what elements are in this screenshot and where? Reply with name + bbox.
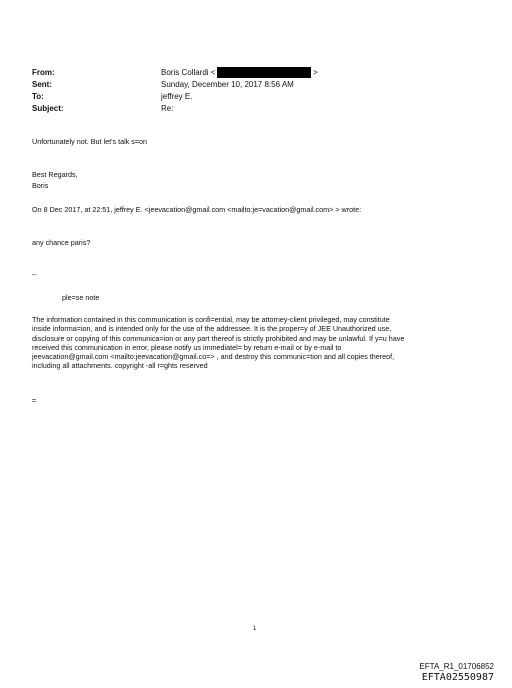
from-suffix: > — [313, 68, 318, 77]
page-number: 1 — [253, 626, 257, 632]
trailing-mark: = — [32, 396, 37, 405]
quoted-question: any chance paris? — [32, 238, 91, 247]
subject-value: Re: — [161, 104, 174, 113]
subject-label: Subject: — [32, 104, 64, 113]
to-label: To: — [32, 92, 44, 101]
redaction-box — [217, 67, 311, 78]
from-value: Boris Collardi < — [161, 68, 216, 77]
sent-label: Sent: — [32, 80, 52, 89]
reply-line: Unfortunately not. But let's talk s=on — [32, 137, 148, 146]
quote-header: On 8 Dec 2017, at 22:51, jeffrey E. <jeevacation@gmail.com <mailto:je=vacation@gmail.com> > wrote: — [32, 205, 362, 214]
from-label: From: — [32, 68, 55, 77]
confidentiality-disclaimer: The information contained in this communication is confi=ential, may be attorney-client privileged, may constitute inside informa=ion, and is intended only for the use of the addressee. It is the proper=y of JEE Unauthorized use, disclosure or copying of this communica=ion or any part thereof is strictly prohibited and may be unlawful. If y=u have received this communication in error, please notify us immediatel= by return e-mail or by e-mail to jeevacation@gmail.com <mailto:jeevacation@gmail.co=> , and destroy this communic=tion and all copies thereof, including all attachments. copyright -all r=ghts reserved — [32, 315, 405, 371]
to-value: jeffrey E. — [161, 92, 193, 101]
bates-stamp-secondary: EFTA02550987 — [421, 672, 494, 683]
signature-line: Boris — [32, 181, 49, 190]
sent-value: Sunday, December 10, 2017 8:56 AM — [161, 80, 294, 89]
bates-stamp-primary: EFTA_R1_01706852 — [419, 662, 494, 671]
note-heading: ple=se note — [62, 293, 100, 302]
signature-separator: -- — [32, 270, 37, 279]
regards-line: Best Regards, — [32, 170, 78, 179]
